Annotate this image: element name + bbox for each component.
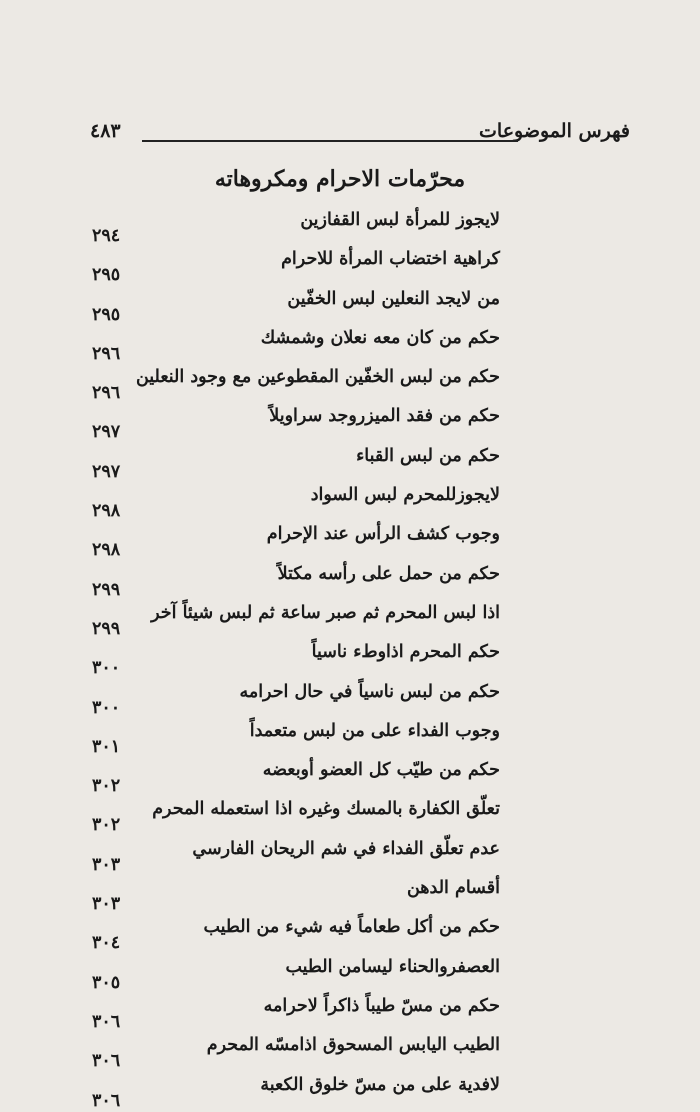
toc-entry xyxy=(92,876,500,915)
toc-entry xyxy=(92,719,500,758)
toc-entry-title: وجوب الفداء على من لبس متعمداً xyxy=(249,720,500,741)
toc-entry-title: حكم من لبس ناسياً في حال احرامه xyxy=(239,681,500,702)
toc-entry xyxy=(92,915,500,954)
toc-list xyxy=(92,208,500,1112)
page-number: ٤٨٣ xyxy=(90,120,121,142)
toc-entry xyxy=(92,640,500,679)
toc-entry-title: حكم من كان معه نعلان وشمشك xyxy=(260,327,500,348)
toc-entry-page: ٣٠٥ xyxy=(92,972,121,993)
toc-entry xyxy=(92,680,500,719)
toc-entry-title: لايجوزللمحرم لبس السواد xyxy=(310,485,500,506)
toc-entry-title: لايجوز للمرأة لبس القفازين xyxy=(300,210,500,230)
toc-entry xyxy=(92,404,500,443)
toc-entry xyxy=(92,758,500,797)
toc-entry-title: من لايجد النعلين لبس الخفّين xyxy=(287,288,500,309)
toc-entry-title: حكم من طيّب كل العضو أوبعضه xyxy=(262,760,500,781)
toc-entry-title: حكم المحرم اذاوطء ناسياً xyxy=(311,642,500,663)
toc-entry xyxy=(92,1033,500,1072)
toc-entry xyxy=(92,365,500,404)
toc-entry xyxy=(92,1073,500,1112)
toc-entry xyxy=(92,837,500,876)
toc-entry-page: ٣٠٦ xyxy=(92,1090,121,1111)
toc-entry-page: ٣٠٣ xyxy=(92,854,121,875)
toc-entry-title: حكم من حمل على رأسه مكتلاً xyxy=(277,563,500,584)
toc-entry xyxy=(92,994,500,1033)
toc-entry xyxy=(92,601,500,640)
toc-entry-page: ٢٩٩ xyxy=(92,618,121,639)
toc-entry-title: أقسام الدهن xyxy=(406,878,500,899)
toc-entry xyxy=(92,247,500,286)
toc-entry-page: ٣٠١ xyxy=(92,736,121,757)
toc-entry-title: تعلّق الكفارة بالمسك وغيره اذا استعمله المحرم xyxy=(152,799,500,820)
toc-entry-page: ٢٩٨ xyxy=(92,540,121,561)
toc-entry-title: حكم من لبس القباء xyxy=(356,445,500,466)
toc-entry-title: حكم من مسّ طيباً ذاكراً لاحرامه xyxy=(263,995,500,1016)
toc-entry xyxy=(92,522,500,561)
toc-entry xyxy=(92,483,500,522)
toc-entry-title: اذا لبس المحرم ثم صبر ساعة ثم لبس شيئاً آخر xyxy=(151,602,500,623)
toc-entry-page: ٣٠٢ xyxy=(92,776,121,797)
toc-entry xyxy=(92,208,500,247)
toc-entry-page: ٣٠٠ xyxy=(92,697,121,718)
toc-entry-page: ٢٩٥ xyxy=(92,265,121,286)
toc-entry-page: ٣٠٤ xyxy=(92,933,121,954)
toc-entry-page: ٢٩٩ xyxy=(92,579,121,600)
toc-entry xyxy=(92,326,500,365)
toc-entry-page: ٣٠٣ xyxy=(92,894,121,915)
toc-entry-page: ٢٩٦ xyxy=(92,343,121,364)
toc-entry-page: ٣٠٠ xyxy=(92,658,121,679)
page-header xyxy=(90,118,630,158)
toc-entry-page: ٣٠٦ xyxy=(92,1051,121,1072)
header-rule xyxy=(142,140,518,142)
toc-entry-page: ٢٩٥ xyxy=(92,304,121,325)
toc-entry-page: ٢٩٨ xyxy=(92,501,121,522)
toc-entry-title: حكم من أكل طعاماً فيه شيء من الطيب xyxy=(203,917,500,938)
toc-entry-page: ٣٠٢ xyxy=(92,815,121,836)
toc-entry-title: عدم تعلّق الفداء في شم الريحان الفارسي xyxy=(192,838,500,859)
toc-entry-title: لافدية على من مسّ خلوق الكعبة xyxy=(260,1074,500,1095)
toc-entry-page: ٢٩٦ xyxy=(92,383,121,404)
toc-entry-page: ٢٩٧ xyxy=(92,461,121,482)
toc-entry-page: ٢٩٧ xyxy=(92,422,121,443)
running-title: فهرس الموضوعات xyxy=(479,120,630,142)
toc-entry xyxy=(92,444,500,483)
toc-entry xyxy=(92,287,500,326)
toc-entry-title: الطيب اليابس المسحوق اذامسّه المحرم xyxy=(206,1035,500,1056)
section-title: محرّمات الاحرام ومكروهاته xyxy=(214,166,466,192)
toc-entry-page: ٣٠٦ xyxy=(92,1011,121,1032)
toc-entry-title: كراهية اختضاب المرأة للاحرام xyxy=(281,249,500,270)
toc-entry xyxy=(92,797,500,836)
toc-entry-title: وجوب كشف الرأس عند الإحرام xyxy=(266,524,500,545)
toc-entry-page: ٢٩٤ xyxy=(92,226,121,246)
toc-entry-title: حكم من فقد الميزروجد سراويلاً xyxy=(269,406,500,427)
toc-entry xyxy=(92,955,500,994)
toc-entry xyxy=(92,562,500,601)
toc-entry-title: حكم من لبس الخفّين المقطوعين مع وجود النعلين xyxy=(135,367,500,388)
toc-entry-title: العصفروالحناء ليسامن الطيب xyxy=(285,956,500,977)
